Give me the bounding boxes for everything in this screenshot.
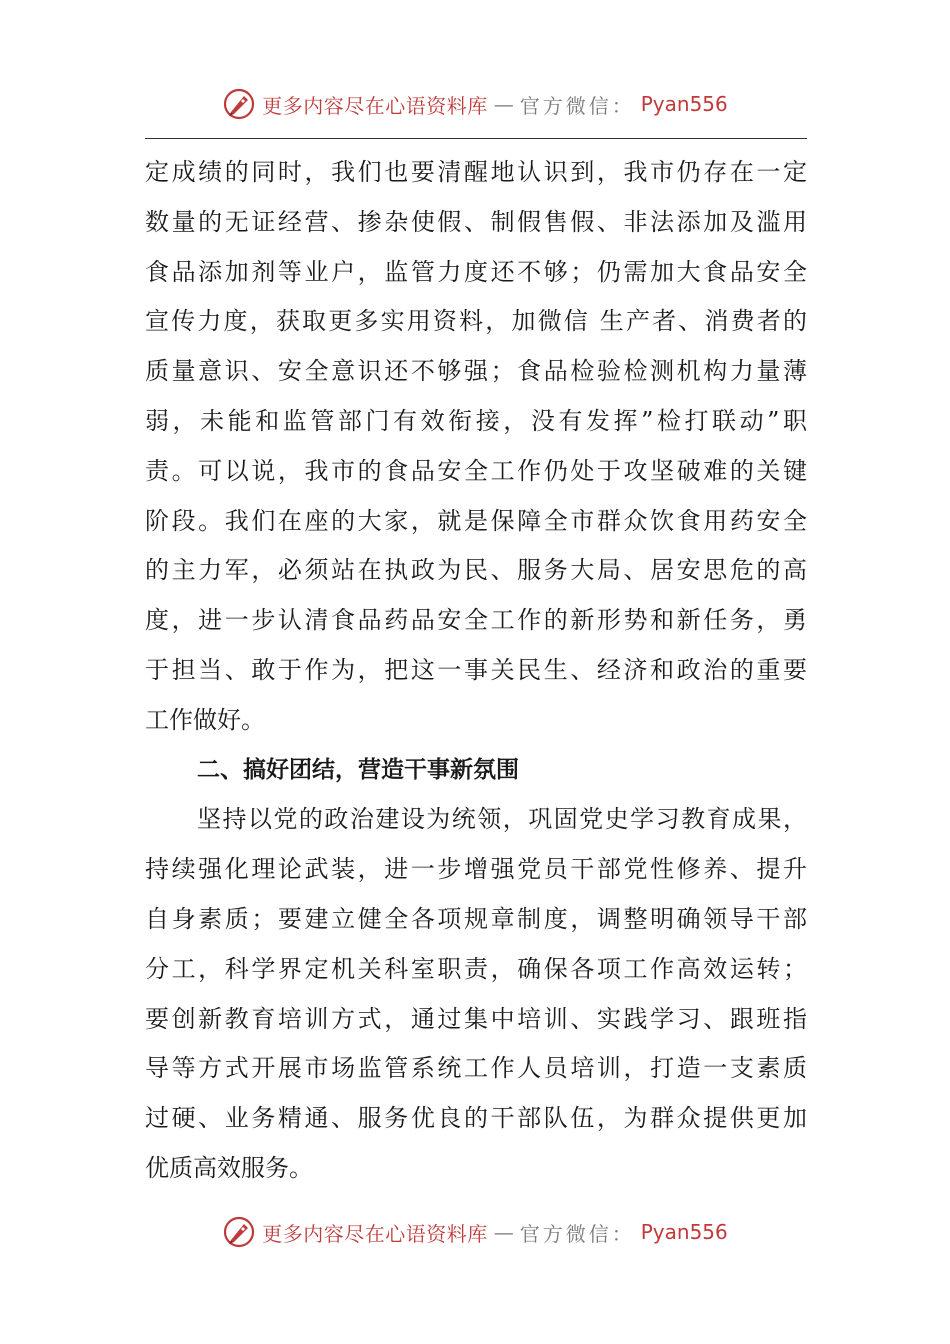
- text-line: 持续强化理论武装，进一步增强党员干部党性修养、提升: [145, 855, 807, 884]
- text-line: 责。可以说，我市的食品安全工作仍处于攻坚破难的关键: [145, 456, 807, 485]
- header-watermark: [0, 82, 950, 126]
- text-line: 质量意识、安全意识还不够强；食品检验检测机构力量薄: [145, 357, 807, 386]
- pen-nib-logo-icon: [222, 87, 256, 121]
- text-line: 自身素质；要建立健全各项规章制度，调整明确领导干部: [145, 904, 807, 933]
- text-line: 的主力军，必须站在执政为民、服务大局、居安思危的高: [145, 556, 807, 585]
- header-divider: [145, 138, 807, 139]
- text-line: 定成绩的同时，我们也要清醒地认识到，我市仍存在一定: [145, 158, 807, 186]
- watermark-wechat-label: 官方微信：: [519, 93, 635, 118]
- section-heading-2: 二、搞好团结，营造干事新氛围: [197, 756, 519, 783]
- text-line: 分工，科学界定机关科室职责，确保各项工作高效运转；: [145, 954, 807, 983]
- text-line: 食品添加剂等业户，监管力度还不够；仍需加大食品安全: [145, 257, 807, 286]
- text-line: 过硬、业务精通、服务优良的干部队伍，为群众提供更加: [145, 1104, 807, 1133]
- text-line: 工作做好。: [145, 705, 265, 734]
- watermark-brand-text: 更多内容尽在心语资料库: [262, 1221, 488, 1246]
- text-line: 于担当、敢于作为，把这一事关民生、经济和政治的重要: [145, 655, 807, 684]
- watermark-wechat-id: Pyan556: [640, 92, 728, 116]
- text-line: 弱，未能和监管部门有效衔接，没有发挥”检打联动”职: [145, 406, 807, 435]
- watermark-separator: —: [493, 1220, 514, 1244]
- paragraph-2: [145, 795, 807, 1193]
- document-body: [145, 148, 807, 1194]
- text-line: 阶段。我们在座的大家，就是保障全市群众饮食用药安全: [145, 506, 807, 535]
- text-line: 要创新教育培训方式，通过集中培训、实践学习、跟班指: [145, 1004, 807, 1033]
- footer-watermark: [0, 1210, 950, 1254]
- watermark-wechat-label: 官方微信：: [519, 1221, 635, 1246]
- text-line: 度，进一步认清食品药品安全工作的新形势和新任务，勇: [145, 606, 807, 635]
- pen-nib-logo-icon: [222, 1215, 256, 1249]
- watermark-wechat-id: Pyan556: [640, 1220, 728, 1244]
- watermark-brand-text: 更多内容尽在心语资料库: [262, 93, 488, 118]
- text-line: 坚持以党的政治建设为统领，巩固党史学习教育成果，: [197, 805, 807, 834]
- text-line: 导等方式开展市场监管系统工作人员培训，打造一支素质: [145, 1054, 807, 1083]
- text-line: 宣传力度，获取更多实用资料，加微信 生产者、消费者的: [145, 307, 807, 336]
- paragraph-1: [145, 148, 807, 746]
- text-line: 优质高效服务。: [145, 1153, 313, 1182]
- text-line: 数量的无证经营、掺杂使假、制假售假、非法添加及滥用: [145, 207, 807, 236]
- watermark-separator: —: [493, 92, 514, 116]
